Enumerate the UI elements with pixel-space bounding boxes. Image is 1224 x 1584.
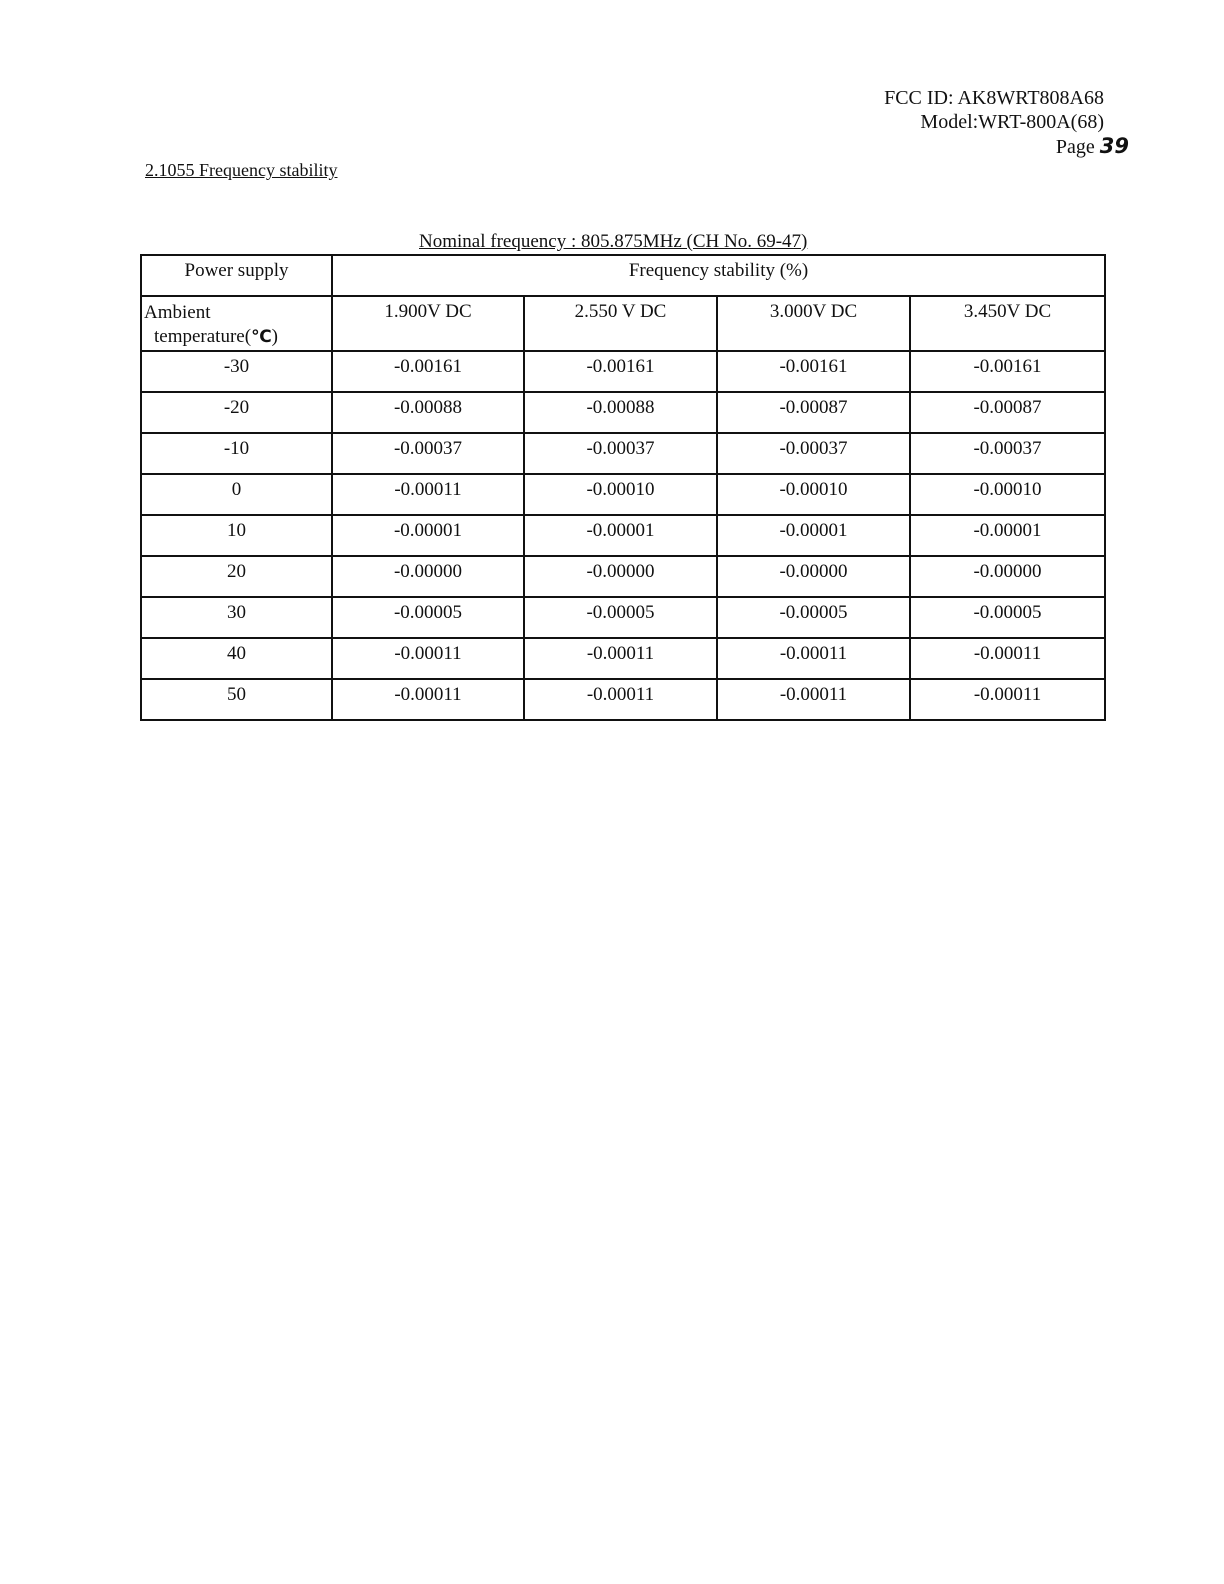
temperature-cell: 50 [141,679,332,720]
temperature-cell: -10 [141,433,332,474]
table-row [141,433,1105,474]
stability-value-cell: -0.00005 [332,597,524,638]
temperature-cell: 40 [141,638,332,679]
temperature-cell: 30 [141,597,332,638]
stability-value-cell: -0.00010 [524,474,717,515]
ambient-label: Ambient [144,302,211,323]
table-row [141,597,1105,638]
stability-value-cell: -0.00087 [717,392,910,433]
voltage-header: 3.450V DC [910,296,1105,351]
stability-value-cell: -0.00001 [910,515,1105,556]
stability-value-cell: -0.00010 [910,474,1105,515]
table-row [141,474,1105,515]
temperature-label: temperature( [154,326,252,347]
stability-value-cell: -0.00087 [910,392,1105,433]
model-number: Model:WRT-800A(68) [920,111,1104,133]
stability-value-cell: -0.00011 [717,679,910,720]
voltage-header: 2.550 V DC [524,296,717,351]
temperature-cell: 10 [141,515,332,556]
voltage-header: 3.000V DC [717,296,910,351]
ambient-temperature-header [141,296,332,351]
stability-value-cell: -0.00000 [910,556,1105,597]
stability-value-cell: -0.00000 [332,556,524,597]
fcc-id: FCC ID: AK8WRT808A68 [884,87,1104,109]
stability-value-cell: -0.00037 [524,433,717,474]
stability-value-cell: -0.00001 [717,515,910,556]
stability-value-cell: -0.00005 [717,597,910,638]
table-row [141,556,1105,597]
stability-value-cell: -0.00161 [524,351,717,392]
power-supply-header: Power supply [141,255,332,296]
section-heading: 2.1055 Frequency stability [145,160,338,180]
stability-value-cell: -0.00011 [717,638,910,679]
stability-value-cell: -0.00010 [717,474,910,515]
temperature-cell: -30 [141,351,332,392]
voltage-header: 1.900V DC [332,296,524,351]
stability-value-cell: -0.00088 [524,392,717,433]
stability-value-cell: -0.00011 [910,638,1105,679]
stability-value-cell: -0.00037 [332,433,524,474]
stability-value-cell: -0.00011 [910,679,1105,720]
stability-value-cell: -0.00161 [717,351,910,392]
celsius-icon: ℃ [251,327,272,347]
stability-value-cell: -0.00011 [524,679,717,720]
stability-value-cell: -0.00011 [332,638,524,679]
voltage-header-row [141,296,1105,351]
table-row [141,392,1105,433]
page-label: Page [1055,136,1095,158]
table-row [141,351,1105,392]
document-header [884,86,1129,159]
frequency-stability-table [140,254,1106,721]
temperature-cell: 20 [141,556,332,597]
temperature-label-line [144,325,329,349]
stability-value-cell: -0.00005 [524,597,717,638]
temperature-cell: 0 [141,474,332,515]
page-indicator [884,134,1129,159]
stability-value-cell: -0.00001 [524,515,717,556]
table-row [141,638,1105,679]
stability-value-cell: -0.00005 [910,597,1105,638]
stability-value-cell: -0.00161 [332,351,524,392]
stability-value-cell: -0.00000 [717,556,910,597]
page-number: 39 [1099,134,1129,158]
stability-value-cell: -0.00011 [524,638,717,679]
table-row [141,515,1105,556]
frequency-stability-header: Frequency stability (%) [332,255,1105,296]
stability-value-cell: -0.00001 [332,515,524,556]
stability-value-cell: -0.00161 [910,351,1105,392]
temperature-cell: -20 [141,392,332,433]
stability-value-cell: -0.00011 [332,679,524,720]
stability-value-cell: -0.00088 [332,392,524,433]
stability-value-cell: -0.00000 [524,556,717,597]
stability-value-cell: -0.00037 [910,433,1105,474]
stability-value-cell: -0.00011 [332,474,524,515]
temperature-label-close: ) [271,326,278,347]
table-caption: Nominal frequency : 805.875MHz (CH No. 69-47) [419,231,808,252]
table-header-row [141,255,1105,296]
table-row [141,679,1105,720]
stability-value-cell: -0.00037 [717,433,910,474]
